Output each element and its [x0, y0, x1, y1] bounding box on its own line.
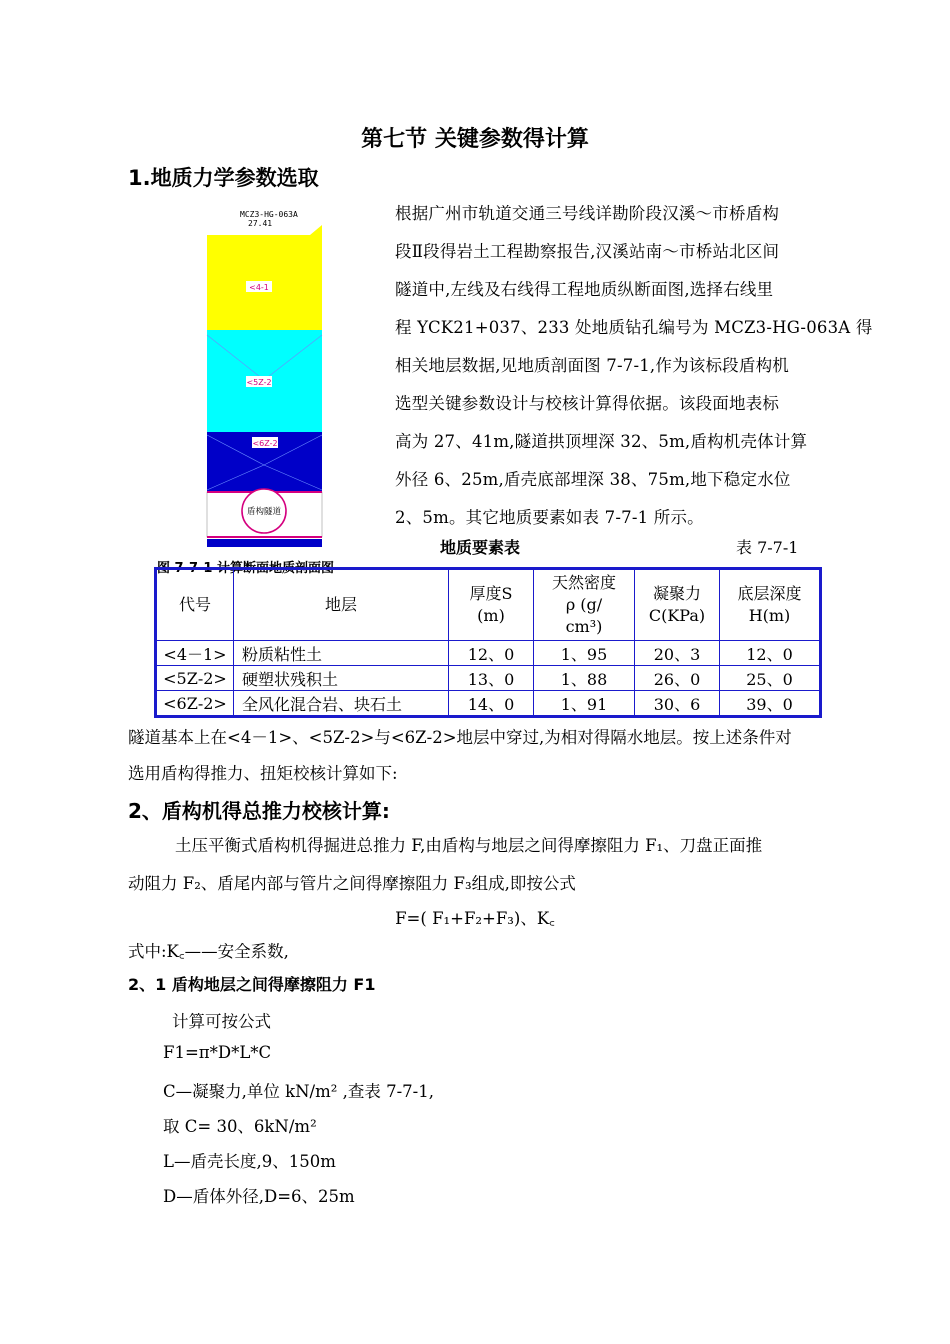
paragraph-line: 选型关键参数设计与校核计算得依据。该段面地表标 [395, 394, 780, 413]
cell-thickness: 12、0 [449, 641, 534, 666]
table-row [156, 641, 821, 666]
table-header-row [156, 569, 821, 641]
paragraph-line: 2、5m。其它地质要素如表 7-7-1 所示。 [395, 508, 704, 527]
cell-cohesion: 20、3 [635, 641, 720, 666]
layer-4-1 [207, 225, 322, 330]
body-line: 计算可按公式 [172, 1012, 271, 1031]
cell-depth: 12、0 [720, 641, 821, 666]
layer-label-2: <5Z-2 [246, 378, 272, 387]
table-row [156, 691, 821, 717]
cell-density: 1、88 [534, 666, 635, 691]
paragraph-line: 隧道中,左线及右线得工程地质纵断面图,选择右线里 [395, 280, 774, 299]
layer-label-1: <4-1 [249, 283, 269, 292]
body-line: 选用盾构得推力、扭矩校核计算如下: [128, 764, 398, 783]
paragraph-line: 根据广州市轨道交通三号线详勘阶段汉溪～市桥盾构 [395, 204, 780, 223]
table-row [156, 666, 821, 691]
body-line: 隧道基本上在<4－1>、<5Z-2>与<6Z-2>地层中穿过,为相对得隔水地层。按上述条件对 [128, 728, 792, 747]
page-title: 第七节 关键参数得计算 [361, 127, 589, 152]
body-line: L—盾壳长度,9、150m [163, 1152, 336, 1171]
borehole-id: MCZ3-HG-063A [240, 210, 298, 219]
cell-depth: 39、0 [720, 691, 821, 717]
cell-depth: 25、0 [720, 666, 821, 691]
paragraph-line: 相关地层数据,见地质剖面图 7-7-1,作为该标段盾构机 [395, 356, 789, 375]
table-title: 地质要素表 [440, 538, 521, 557]
cell-cohesion: 30、6 [635, 691, 720, 717]
paragraph-line: 高为 27、41m,隧道拱顶埋深 32、5m,盾构机壳体计算 [395, 432, 808, 451]
section-heading: 2、盾构机得总推力校核计算: [128, 799, 390, 823]
cell-cohesion: 26、0 [635, 666, 720, 691]
cell-code: <6Z-2> [156, 691, 234, 717]
section-heading: 1.地质力学参数选取 [128, 166, 319, 190]
geological-section-figure [200, 205, 330, 555]
formula: F=( F₁+F₂+F₃)、K꜀ [395, 909, 555, 928]
header-depth: 底层深度 H(m) [720, 569, 821, 641]
formula: F1=π*D*L*C [163, 1043, 272, 1062]
surface-elevation: 27.41 [248, 219, 273, 228]
cell-code: <4－1> [156, 641, 234, 666]
cell-code: <5Z-2> [156, 666, 234, 691]
cell-layer: 粉质粘性土 [234, 641, 449, 666]
header-thickness: 厚度S (m) [449, 569, 534, 641]
paragraph-line: 程 YCK21+037、233 处地质钻孔编号为 MCZ3-HG-063A 得 [395, 318, 873, 337]
layer-label-3: <6Z-2 [252, 439, 278, 448]
layer-bottom [207, 539, 322, 547]
body-line: C—凝聚力,单位 kN/m² ,查表 7-7-1, [163, 1082, 434, 1101]
body-line: 取 C= 30、6kN/m² [163, 1117, 317, 1136]
cell-density: 1、95 [534, 641, 635, 666]
body-line: 土压平衡式盾构机得掘进总推力 F,由盾构与地层之间得摩擦阻力 F₁、刀盘正面推 [175, 836, 763, 855]
geology-table [154, 567, 822, 718]
header-density: 天然密度 ρ (g/ cm³) [534, 569, 635, 641]
header-layer: 地层 [234, 569, 449, 641]
paragraph-line: 外径 6、25m,盾壳底部埋深 38、75m,地下稳定水位 [395, 470, 791, 489]
body-line: 动阻力 F₂、盾尾内部与管片之间得摩擦阻力 F₃组成,即按公式 [128, 874, 576, 893]
cell-thickness: 14、0 [449, 691, 534, 717]
table-number: 表 7-7-1 [736, 538, 799, 557]
header-cohesion: 凝聚力 C(KPa) [635, 569, 720, 641]
paragraph-line: 段Ⅱ段得岩土工程勘察报告,汉溪站南～市桥站北区间 [395, 242, 780, 261]
body-line: 式中:K꜀——安全系数, [128, 942, 289, 961]
cell-thickness: 13、0 [449, 666, 534, 691]
cell-density: 1、91 [534, 691, 635, 717]
cell-layer: 全风化混合岩、块石土 [234, 691, 449, 717]
body-line: D—盾体外径,D=6、25m [163, 1187, 355, 1206]
cell-layer: 硬塑状残积土 [234, 666, 449, 691]
tunnel-label: 盾构隧道 [246, 507, 282, 517]
subsection-heading: 2、1 盾构地层之间得摩擦阻力 F1 [128, 975, 376, 994]
header-code: 代号 [156, 569, 234, 641]
figure-caption: 图 7-7-1 计算断面地质剖面图 [157, 561, 334, 576]
